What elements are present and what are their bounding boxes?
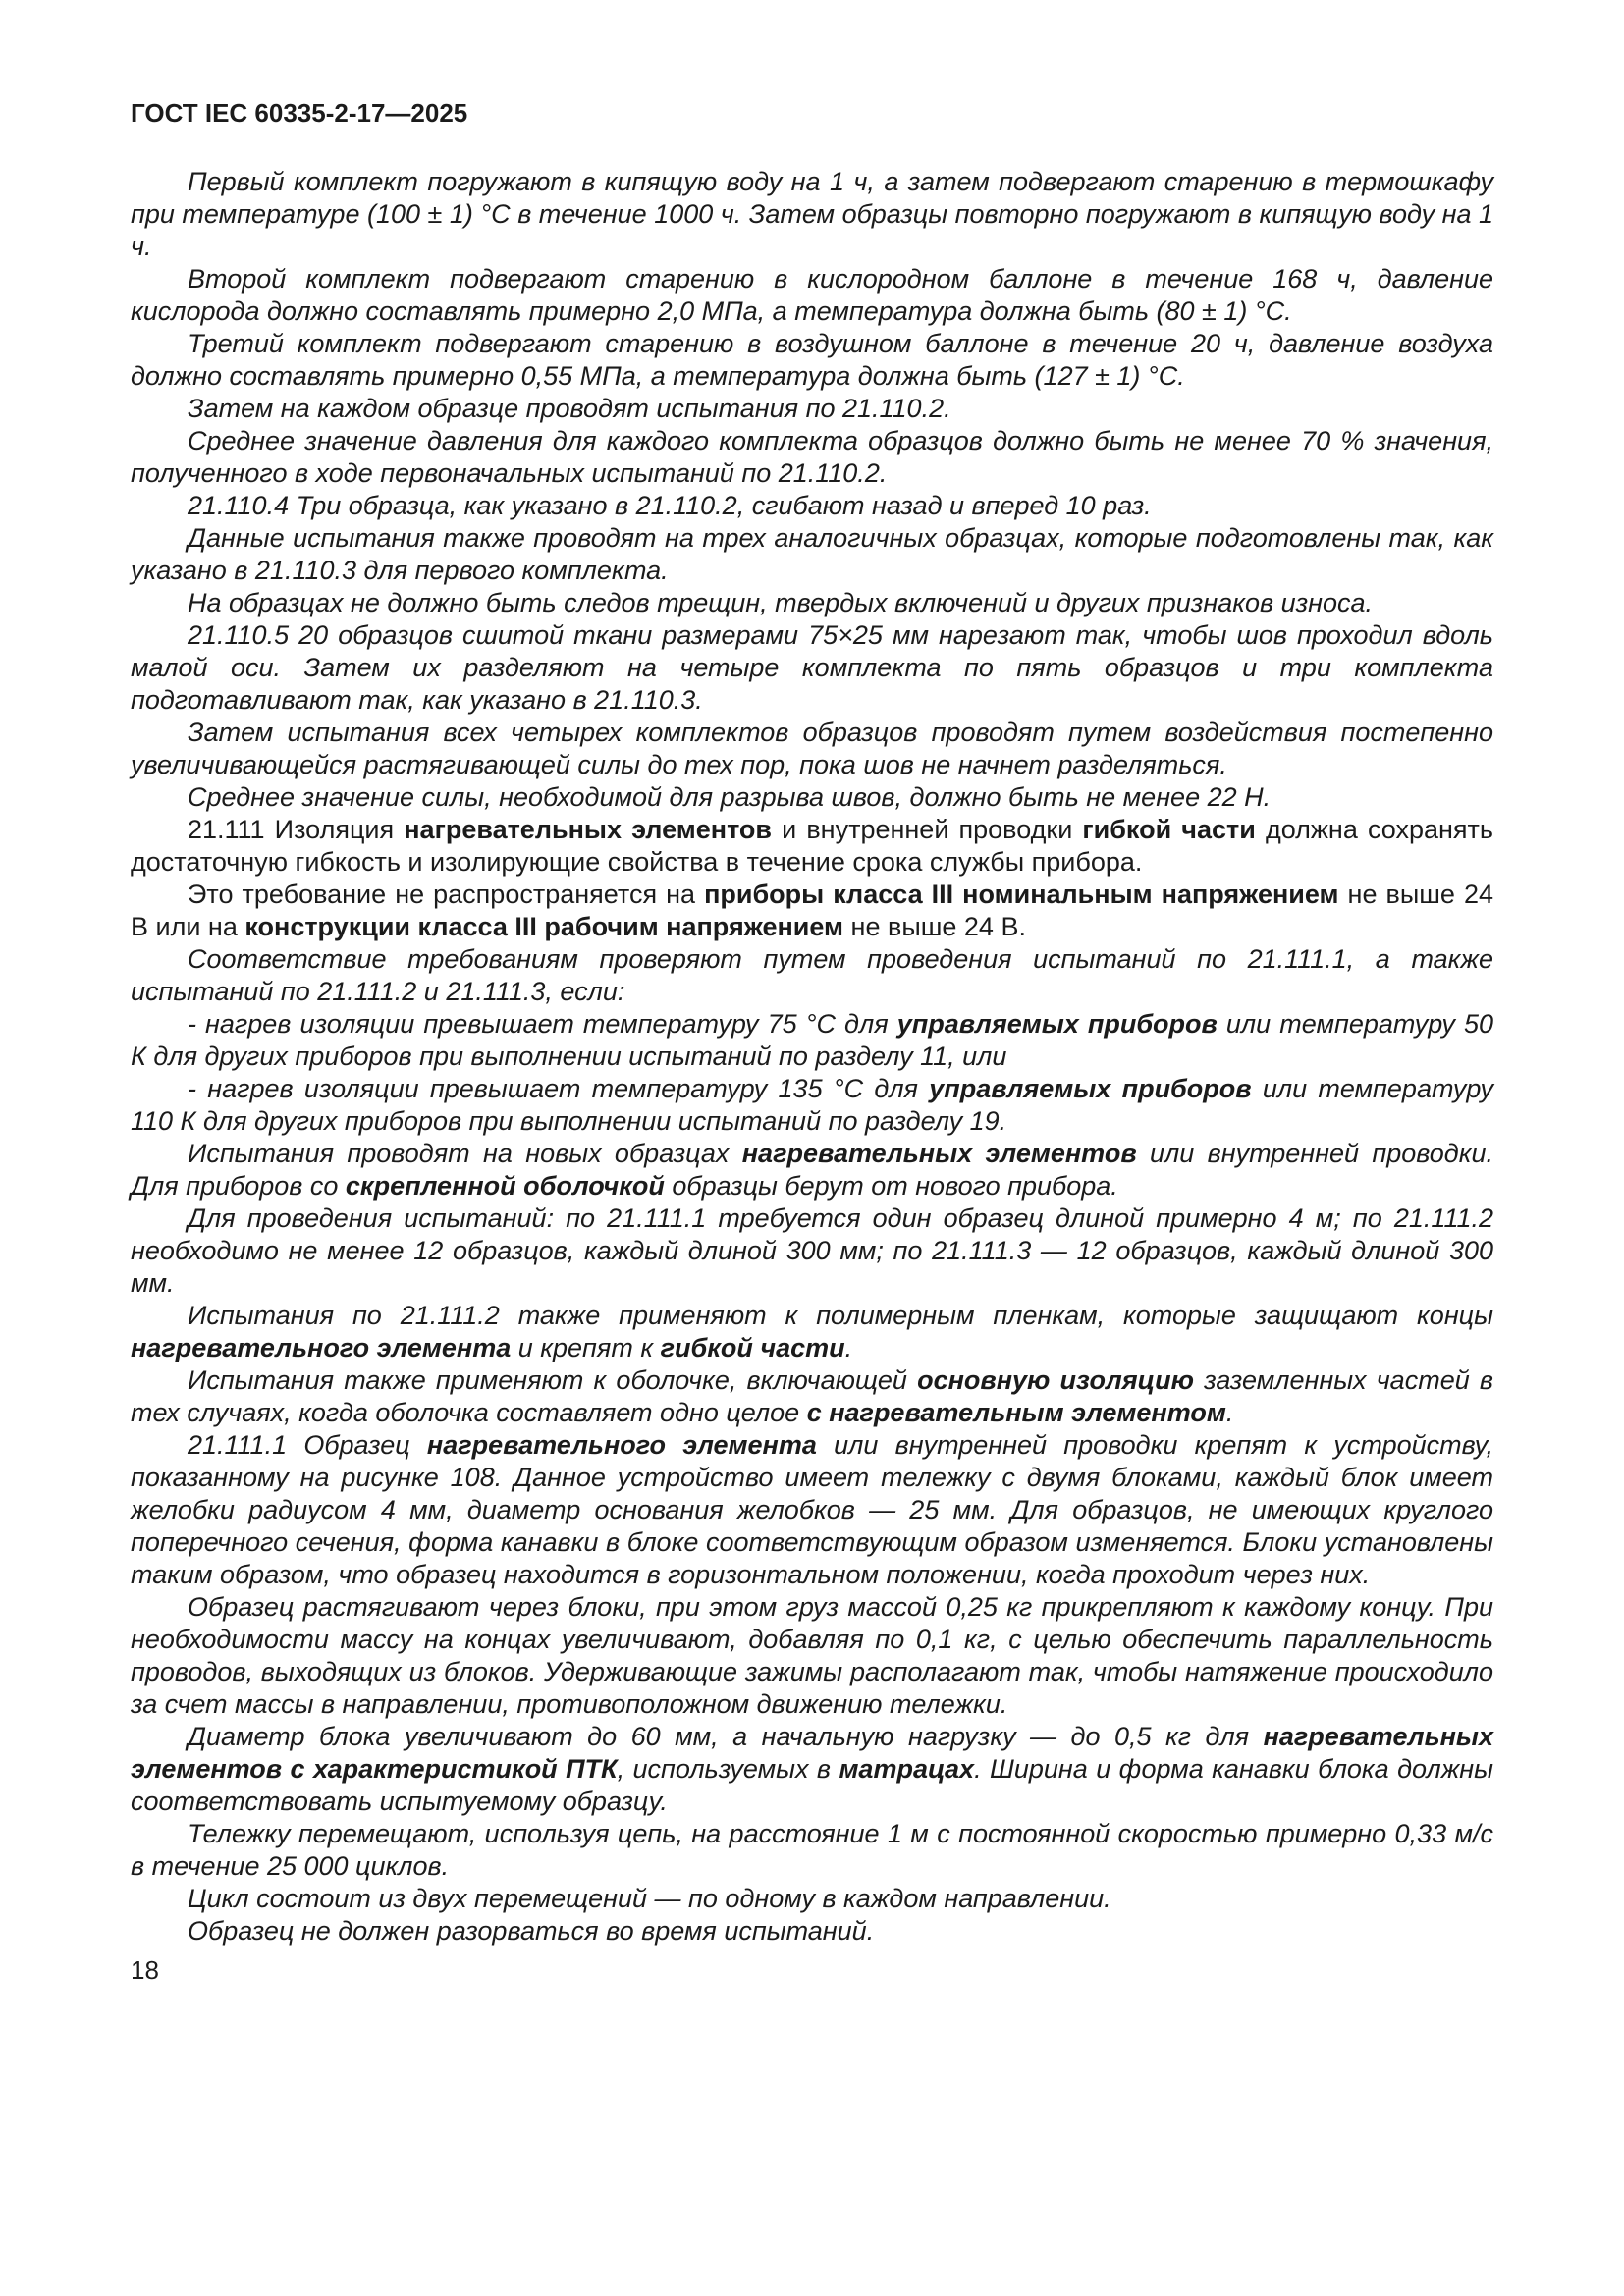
text-run: - нагрев изоляции превышает температуру 75 °С для <box>188 1009 897 1039</box>
emphasized-text: нагревательного элемента <box>426 1430 817 1460</box>
paragraph <box>131 943 1493 1008</box>
text-run: Для проведения испытаний: по 21.111.1 требуется один образец длиной примерно 4 м; по 21.111.2 необходимо не менее 12 образцов, каждый длиной 300 мм; по 21.111.3 — 12 образцов, каждый длиной 300 мм. <box>131 1203 1493 1298</box>
text-run: 21.110.5 20 образцов сшитой ткани размерами 75×25 мм нарезают так, чтобы шов проходил вдоль малой оси. Затем их разделяют на четыре комплекта по пять образцов и три комплекта подготавливают так, как указано в 21.110.3. <box>131 620 1493 715</box>
paragraph <box>131 1818 1493 1883</box>
emphasized-text: гибкой части <box>1082 815 1256 844</box>
emphasized-text: с нагревательным элементом <box>806 1398 1226 1427</box>
paragraph <box>131 522 1493 587</box>
text-run: 21.111 Изоляция <box>188 815 405 844</box>
text-run: Испытания также применяют к оболочке, включающей <box>188 1365 918 1395</box>
paragraph <box>131 1915 1493 1948</box>
text-run: Затем испытания всех четырех комплектов образцов проводят путем воздействия постепенно увеличивающейся растягивающей силы до тех пор, пока шов не начнет разделяться. <box>131 718 1493 779</box>
paragraph <box>131 1202 1493 1300</box>
emphasized-text: приборы класса III номинальным напряжением <box>704 880 1339 909</box>
text-run: заземленных частей в тех случаях, когда оболочка составляет одно целое <box>131 1365 1493 1427</box>
text-run: или температуру 50 К для других приборов при выполнении испытаний по разделу 11, или <box>131 1009 1493 1071</box>
paragraph <box>131 1591 1493 1721</box>
emphasized-text: матрацах <box>839 1754 975 1784</box>
text-run: образцы берут от нового прибора. <box>664 1171 1118 1201</box>
emphasized-text: конструкции класса III рабочим напряжением <box>244 912 844 941</box>
text-run: 21.110.4 Три образца, как указано в 21.110.2, сгибают назад и вперед 10 раз. <box>188 491 1152 520</box>
emphasized-text: управляемых приборов <box>929 1074 1252 1103</box>
emphasized-text: скрепленной оболочкой <box>345 1171 665 1201</box>
text-run: Первый комплект погружают в кипящую воду на 1 ч, а затем подвергают старению в термошкафу при температуре (100 ± 1) °С в течение 1000 ч. Затем образцы повторно погружают в кипящую воду на 1 ч. <box>131 167 1493 261</box>
paragraph <box>131 1364 1493 1429</box>
text-run: Затем на каждом образце проводят испытания по 21.110.2. <box>188 394 951 423</box>
text-run: Испытания по 21.111.2 также применяют к полимерным пленкам, которые защищают концы <box>188 1301 1493 1330</box>
text-run: Третий комплект подвергают старению в воздушном баллоне в течение 20 ч, давление воздуха должно составлять примерно 0,55 МПа, а температура должна быть (127 ± 1) °С. <box>131 329 1493 391</box>
paragraph <box>131 425 1493 490</box>
paragraph <box>131 1138 1493 1202</box>
emphasized-text: нагревательного элемента <box>131 1333 512 1362</box>
document-header: ГОСТ IEC 60335-2-17—2025 <box>131 98 468 128</box>
text-run: или внутренней проводки крепят к устройству, показанному на рисунке 108. Данное устройство имеет тележку с двумя блоками, каждый блок имеет желобки радиусом 4 мм, диаметр основания желобков — 25 мм. Для образцов, не имеющих круглого поперечного сечения, форма канавки в блоке соответствующим образом изменяется. Блоки установлены таким образом, что образец находится в горизонтальном положении, когда проходит через них. <box>131 1430 1493 1589</box>
paragraph <box>131 1883 1493 1915</box>
text-run: Соответствие требованиям проверяют путем проведения испытаний по 21.111.1, а также испытаний по 21.111.2 и 21.111.3, если: <box>131 944 1493 1006</box>
text-run: . <box>1225 1398 1234 1427</box>
text-run: - нагрев изоляции превышает температуру 135 °С для <box>188 1074 930 1103</box>
paragraph <box>131 1429 1493 1591</box>
paragraph <box>131 1721 1493 1818</box>
paragraph <box>131 814 1493 879</box>
paragraph <box>131 1300 1493 1364</box>
text-run: или внутренней проводки. Для приборов со <box>131 1139 1493 1201</box>
text-run: , используемых в <box>617 1754 839 1784</box>
paragraph <box>131 263 1493 328</box>
page-number: 18 <box>131 1955 159 1985</box>
text-run: или температуру 110 К для других приборов при выполнении испытаний по разделу 19. <box>131 1074 1493 1136</box>
text-run: Это требование не распространяется на <box>188 880 705 909</box>
text-run: 21.111.1 Образец <box>188 1430 427 1460</box>
emphasized-text: нагревательных элементов <box>404 815 773 844</box>
paragraph <box>131 879 1493 943</box>
paragraph <box>131 166 1493 263</box>
paragraph <box>131 393 1493 425</box>
paragraph <box>131 587 1493 619</box>
text-run: Цикл состоит из двух перемещений — по одному в каждом направлении. <box>188 1884 1111 1913</box>
paragraph <box>131 619 1493 717</box>
paragraph <box>131 781 1493 814</box>
text-run: Данные испытания также проводят на трех аналогичных образцах, которые подготовлены так, как указано в 21.110.3 для первого комплекта. <box>131 523 1493 585</box>
document-body <box>131 166 1493 1948</box>
emphasized-text: гибкой части <box>660 1333 845 1362</box>
emphasized-text: нагревательных элементов с характеристикой ПТК <box>131 1722 1493 1784</box>
text-run: Среднее значение силы, необходимой для разрыва швов, должно быть не менее 22 Н. <box>188 782 1272 812</box>
emphasized-text: нагревательных элементов <box>741 1139 1137 1168</box>
text-run: Образец растягивают через блоки, при этом груз массой 0,25 кг прикрепляют к каждому концу. При необходимости массу на концах увеличивают, добавляя по 0,1 кг, с целью обеспечить параллельность проводов, выходящих из блоков. Удерживающие зажимы располагают так, чтобы натяжение происходило за счет массы в направлении, противоположном движению тележки. <box>131 1592 1493 1719</box>
text-run: и внутренней проводки <box>772 815 1083 844</box>
text-run: . <box>844 1333 853 1362</box>
paragraph <box>131 717 1493 781</box>
paragraph <box>131 490 1493 522</box>
text-run: Испытания проводят на новых образцах <box>188 1139 742 1168</box>
paragraph <box>131 1008 1493 1073</box>
text-run: и крепят к <box>511 1333 661 1362</box>
text-run: не выше 24 В. <box>843 912 1026 941</box>
text-run: На образцах не должно быть следов трещин, твердых включений и других признаков износа. <box>188 588 1374 617</box>
emphasized-text: управляемых приборов <box>896 1009 1218 1039</box>
text-run: Второй комплект подвергают старению в кислородном баллоне в течение 168 ч, давление кислорода должно составлять примерно 2,0 МПа, а температура должна быть (80 ± 1) °С. <box>131 264 1493 326</box>
text-run: не выше 24 В или на <box>131 880 1493 941</box>
text-run: Тележку перемещают, используя цепь, на расстояние 1 м с постоянной скоростью примерно 0,33 м/с в течение 25 000 циклов. <box>131 1819 1493 1881</box>
paragraph <box>131 328 1493 393</box>
text-run: . Ширина и форма канавки блока должны соответствовать испытуемому образцу. <box>131 1754 1493 1816</box>
text-run: Образец не должен разорваться во время испытаний. <box>188 1916 875 1946</box>
emphasized-text: основную изоляцию <box>917 1365 1194 1395</box>
paragraph <box>131 1073 1493 1138</box>
text-run: Диаметр блока увеличивают до 60 мм, а начальную нагрузку — до 0,5 кг для <box>188 1722 1264 1751</box>
text-run: должна сохранять достаточную гибкость и изолирующие свойства в течение срока службы прибора. <box>131 815 1493 877</box>
text-run: Среднее значение давления для каждого комплекта образцов должно быть не менее 70 % значения, полученного в ходе первоначальных испытаний по 21.110.2. <box>131 426 1493 488</box>
